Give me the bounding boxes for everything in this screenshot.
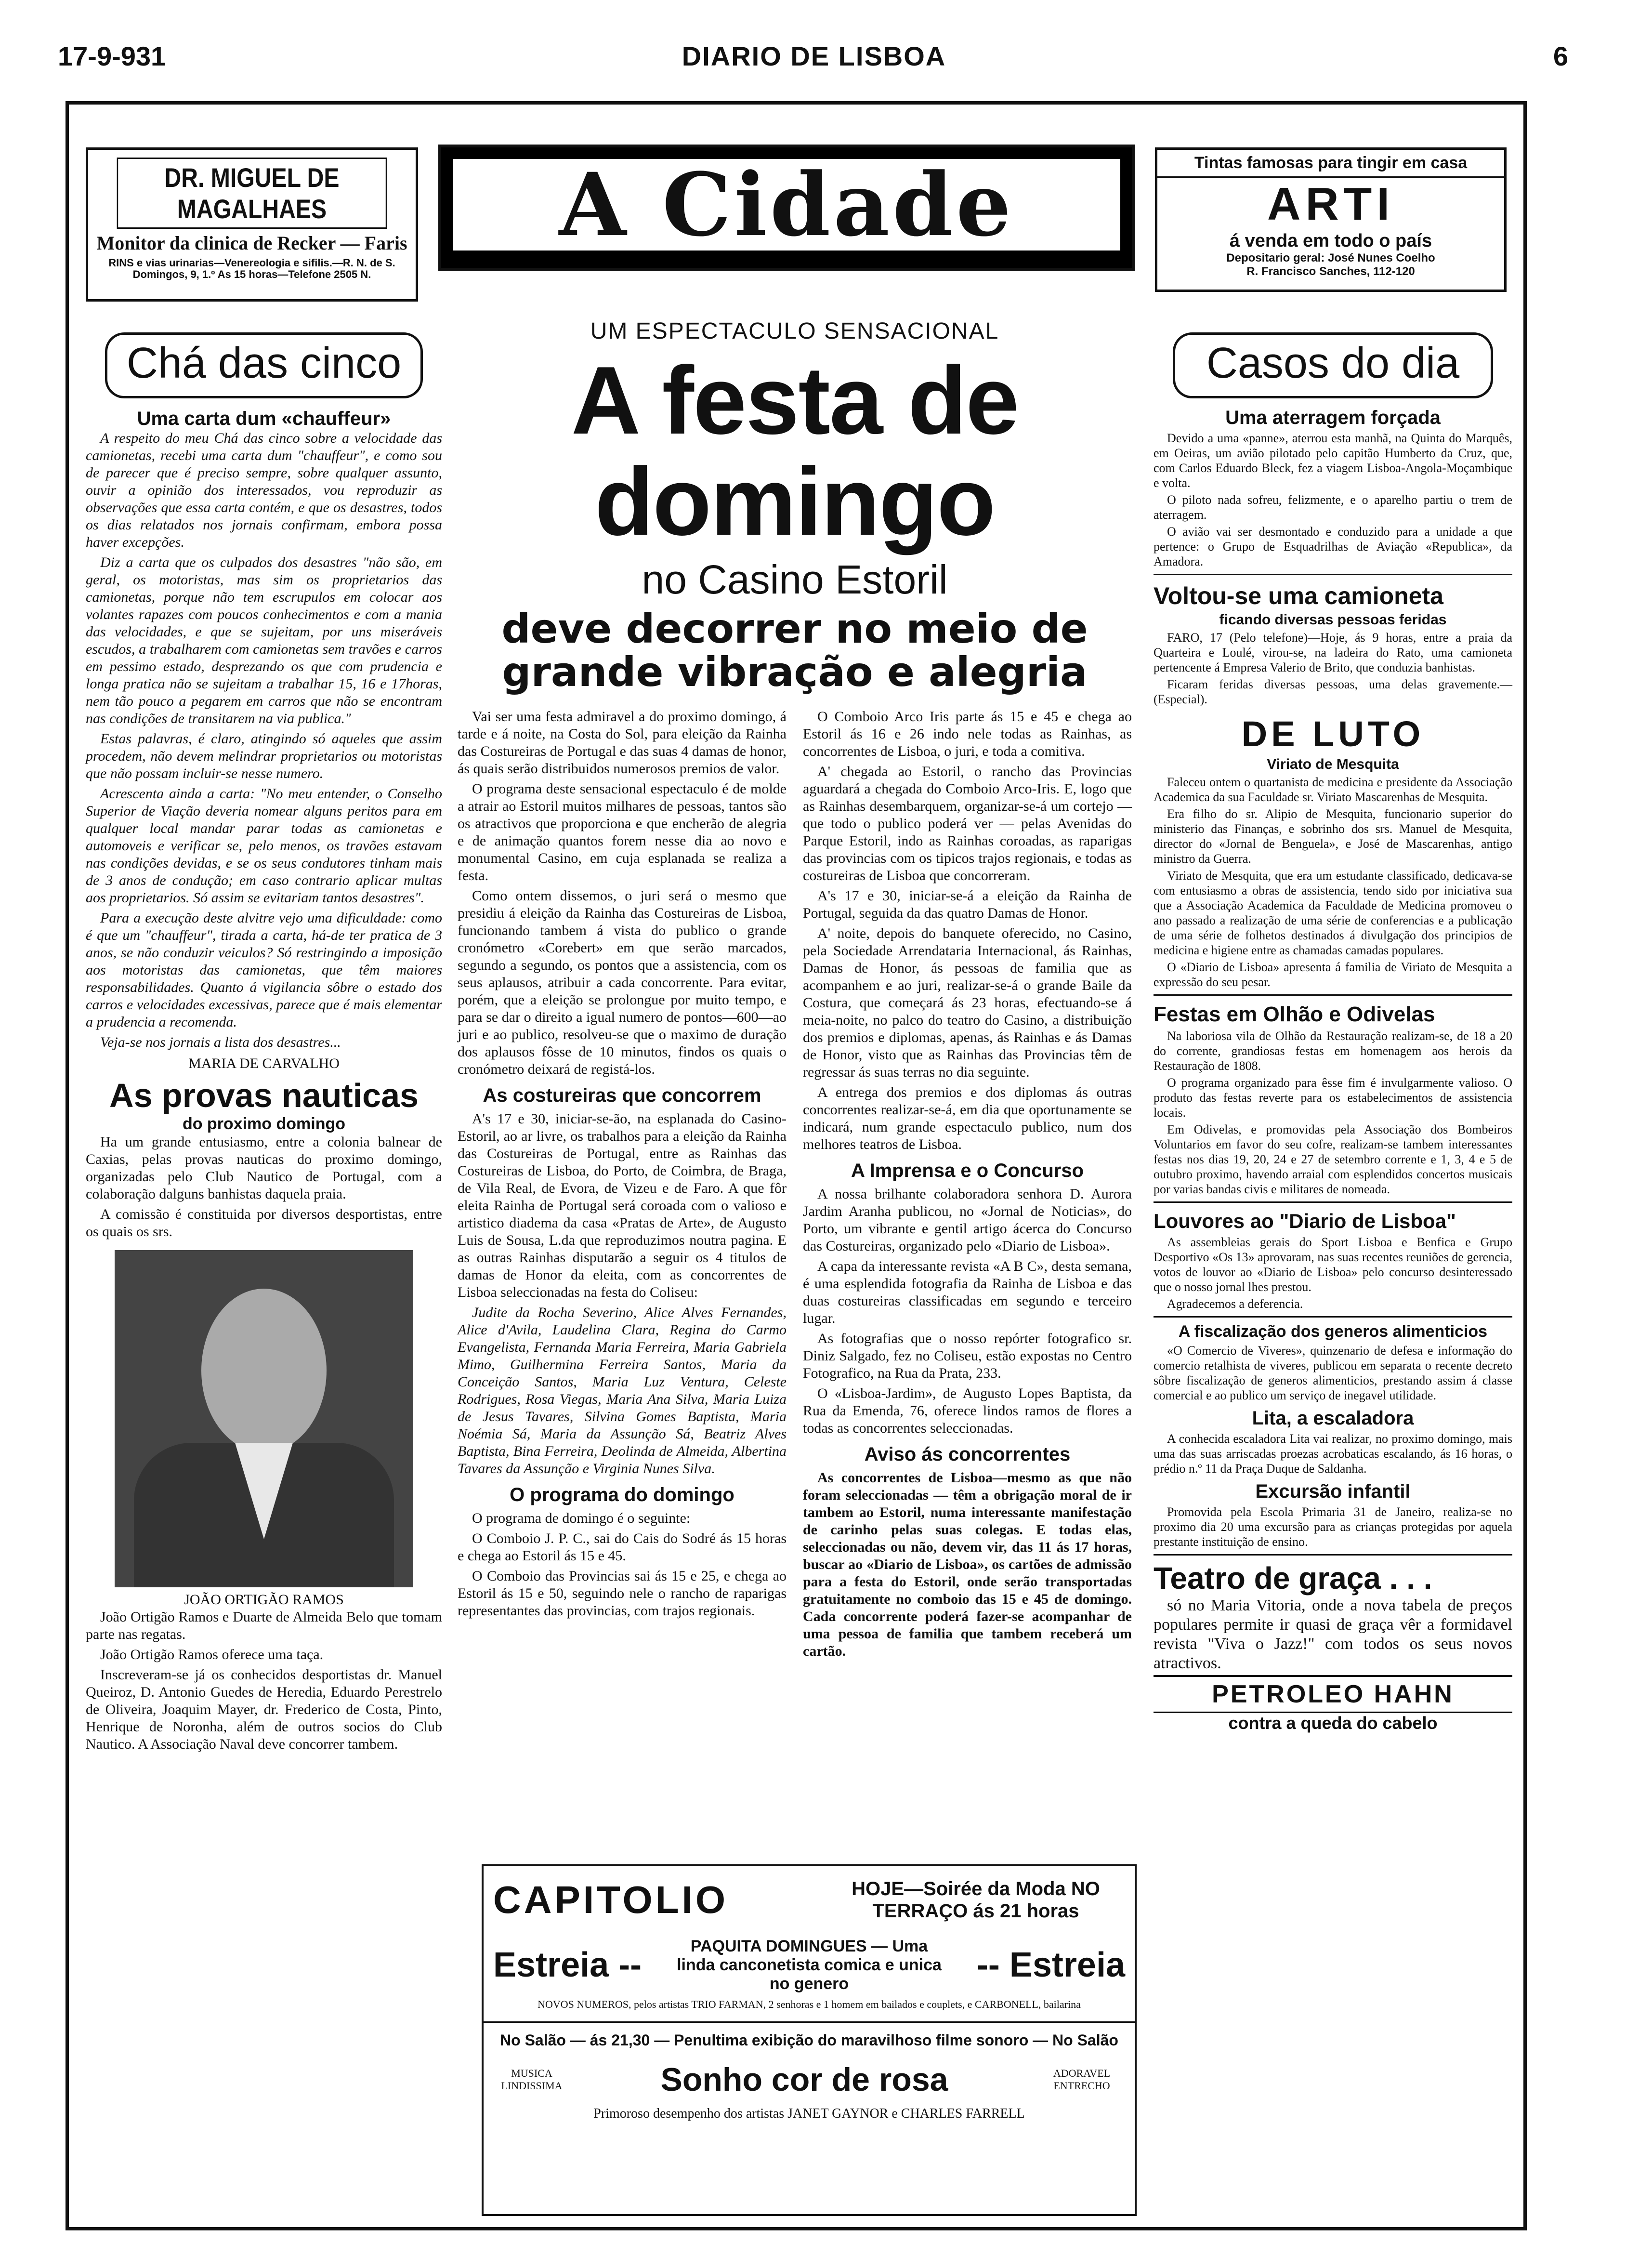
paragraph: Veja-se nos jornais a lista dos desastres... xyxy=(100,1034,341,1050)
paragraph: As concorrentes de Lisboa—mesmo as que não foram seleccionadas — têm a obrigação moral de ir tambem ao Estoril, numa interessante manifestação de carinho pelas suas colegas. E todas elas, seleccionadas ou não, devem vir, das 11 ás 17 horas, buscar ao «Diario de Lisboa», os cartões de admissão para a festa do Estoril, onde serão transportadas gratuitamente no comboio das 15 e 45 de domingo. Cada concorrente poderá fazer-se acompanhar de uma pessoa de familia que tambem receberá um cartão. xyxy=(803,1470,1132,1659)
newspaper-title: DIARIO DE LISBOA xyxy=(682,41,946,71)
paragraph: A entrega dos premios e dos diplomas ás outras concorrentes realizar-se-á, em dia que oportunamente se indicará, num grande espectaculo publico, num dos melhores teatros de Lisboa. xyxy=(803,1084,1132,1152)
ad-adoravel: ADORAVEL ENTRECHO xyxy=(1053,2067,1111,2092)
subhead-nauticas: do proximo domingo xyxy=(182,1115,346,1133)
section-head: A fiscalização dos generos alimenticios xyxy=(1178,1322,1488,1341)
section-head: O programa do domingo xyxy=(510,1484,734,1505)
paragraph: Judite da Rocha Severino, Alice Alves Fernandes, Alice d'Avila, Laudelina Clara, Regina do Carmo Evangelista, Fernanda Maria Ferreira, Maria Gabriela Mimo, Guilhermina Ferreira Santos, Maria da Conceição Santos, Maria Luz Ventura, Celeste Rodrigues, Rosa Viegas, Maria Ana Silva, Maria Luiza de Jesus Tavares, Silvina Gomes Baptista, Maria Noémia Sá, Maria da Assunção Sá, Beatriz Alves Baptista, Bina Ferreira, Deolinda de Almeida, Albertina Tavares da Assunção e Virginia Nunes Silva. xyxy=(458,1305,787,1477)
paragraph: Em Odivelas, e promovidas pela Associação dos Bombeiros Voluntarios em favor do seu cofre, realizam-se tambem interessantes festas nos dias 19, 20, 24 e 27 de setembro corrente e 1, 3, 4 e 5 de outubro proximo, havendo arraial com esplendidos concertos musicais por varias bandas civis e militares de nomeada. xyxy=(1154,1122,1512,1196)
ad-arti-line4: R. Francisco Sanches, 112-120 xyxy=(1246,265,1415,278)
headline-nauticas: As provas nauticas xyxy=(109,1077,419,1114)
section-head: Uma aterragem forçada xyxy=(1225,407,1441,428)
article-subhead: Uma carta dum «chauffeur» xyxy=(137,408,391,429)
ad-salao: No Salão — ás 21,30 — Penultima exibição do maravilhoso filme sonoro — No Salão xyxy=(500,2031,1118,2049)
section-head: Louvores ao "Diario de Lisboa" xyxy=(1154,1210,1456,1232)
paragraph: Ficaram feridas diversas pessoas, uma delas gravemente.—(Especial). xyxy=(1154,677,1512,706)
section-subhead: ficando diversas pessoas feridas xyxy=(1219,612,1447,628)
section-masthead xyxy=(438,145,1135,271)
ad-arti-line1: Tintas famosas para tingir em casa xyxy=(1157,150,1504,178)
paragraph: Para a execução deste alvitre vejo uma dificuldade: como é que um "chauffeur", tirada a carta, há-de ter pratica de 3 anos, se não conduzir veiculos? Só restringindo a imposição aos motoristas das camionetas, que têm maiores responsabilidades. Quanto á vigilancia sôbre o estado dos carros e velocidades excessivas, parece que é mais elementar a prudencia a recomenda. xyxy=(86,910,442,1030)
paragraph: Vai ser uma festa admiravel a do proximo domingo, á tarde e á noite, na Costa do Sol, para eleição da Rainha das Costureiras de Portugal e das suas 4 damas de honor, ás quais serão distribuidos numerosos premios de valor. xyxy=(458,709,787,777)
paragraph: FARO, 17 (Pelo telefone)—Hoje, ás 9 horas, entre a praia da Quarteira e Loulé, virou-se, na ladeira do Rato, uma camioneta pertencente á Empresa Valerio de Brito, que conduzia banhistas. xyxy=(1154,631,1512,674)
paragraph: A' noite, depois do banquete oferecido, no Casino, pela Sociedade Arrendataria Internacional, ás Rainhas, Damas de Honor, ás pessoas de familia que as acompanhem e ao juri, realizar-se-á o grande Baile da Costura, que começará ás 23 horas, efectuando-se á meia-noite, no palco do teatro do Casino, a distribuição dos premios e diplomas, apenas, ás Rainhas e ás Damas de Honor, visto que as Rainhas das Provincias têm de regressar ás suas terras no dia seguinte. xyxy=(803,925,1132,1080)
paragraph: O Comboio Arco Iris parte ás 15 e 45 e chega ao Estoril ás 16 e 26 indo nele todas as Rainhas, as concorrentes de Lisboa, o juri, e toda a comitiva. xyxy=(803,709,1132,759)
section-head: Festas em Olhão e Odivelas xyxy=(1154,1002,1435,1026)
paragraph: O programa deste sensacional espectaculo é de molde a atrair ao Estoril muitos milhares de pessoas, tantos são os atractivos que proporciona e que encherão de alegria e de animação quantos forem nesse dia ao novo e monumental Casino, em cuja esplanada se realiza a festa. xyxy=(458,781,787,883)
paragraph: Faleceu ontem o quartanista de medicina e presidente da Associação Academica da sua Faculdade sr. Viriato Mascarenhas de Mesquita. xyxy=(1154,775,1512,804)
paragraph: Diz a carta que os culpados dos desastres "não são, em geral, os motoristas, mas sim os proprietarios das camionetas, porque não tem escrupulos em colocar aos volantes rapazes com poucos conhecimentos e com a mania das velocidades, e que se sujeitam, por uns miseráveis escudos, a trabalharem com camionetas sem travões e carros em pessimo estado, desprezando os que com prudencia e longa pratica não se sujeitam a trabalhar 15, 16 e 17horas, nem tão pouco a pegarem em carros que não se encontram nas condições de transitarem na via publica." xyxy=(86,554,442,726)
ad-name: DR. MIGUEL DE MAGALHAES xyxy=(117,158,387,229)
paragraph: A's 17 e 30, iniciar-se-ão, na esplanada do Casino-Estoril, ao ar livre, os trabalhos para a eleição da Rainha das Costureiras de Portugal, entre as Rainhas das Costureiras de Lisboa, do Porto, de Coimbra, de Braga, de Vila Real, de Evora, de Vizeu e de Faro. A que fôr eleita Rainha de Portugal será coroada com o valioso e artistico diadema da casa «Pratas de Arte», de Augusto Luis de Sousa, L.da que reproduzimos noutra pagina. E as outras Rainhas disputarão a seguir os 4 titulos de damas de Honor da eleita, com as concorrentes de Lisboa seleccionadas na festa do Coliseu: xyxy=(458,1111,787,1300)
paragraph: João Ortigão Ramos oferece uma taça. xyxy=(100,1647,324,1662)
paragraph: Viriato de Mesquita, que era um estudante classificado, dedicava-se com entusiasmo a obras de assistencia, tendo sido por iniciativa sua que a Associação Academica da Faculdade de Medicina promoveu o ano passado a realização de uma série de conferencias e a publicação de uma série de folhetos destinados á divulgação dos principios de medicina e higiene entre as chamadas camadas populares. xyxy=(1154,869,1512,957)
ad-musica: MUSICA LINDISSIMA xyxy=(501,2067,563,2092)
paragraph: Acrescenta ainda a carta: "No meu entender, o Conselho Superior de Viação deveria nomear alguns peritos para em qualquer local mandar parar todas as camionetas e automoveis e verificar se, pelo menos, os travões estavam nas condições devidas, e se os seus condutores tinham mais de 3 anos de condução; em caso contrario aplicar multas aos proprietarios. Só assim se evitariam tantos desastres". xyxy=(86,786,442,906)
paragraph: A nossa brilhante colaboradora senhora D. Aurora Jardim Aranha publicou, no «Jornal de Noticias», do Porto, um vibrante e gentil artigo ácerca do Concurso das Costureiras, organizado pelo «Diario de Lisboa». xyxy=(803,1186,1132,1254)
issue-date: 17-9-931 xyxy=(58,41,166,71)
paragraph: «O Comercio de Viveres», quinzenario de defesa e informação do comercio retalhista de viveres, publicou em separata o recente decreto sôbre fiscalização de generos alimenticios, prestando assim á classe comercial e ao publico um serviço de inegavel utilidade. xyxy=(1154,1344,1512,1402)
ad-desempenho: Primoroso desempenho dos artistas JANET GAYNOR e CHARLES FARRELL xyxy=(593,2106,1025,2121)
ad-soiree: HOJE—Soirée da Moda NO TERRAÇO ás 21 horas xyxy=(852,1878,1100,1922)
paragraph: As assembleias gerais do Sport Lisboa e Benfica e Grupo Desportivo «Os 13» aprovaram, nas suas recentes reuniões de gerencia, votos de louvor ao «Diario de Lisboa» pelo concurso desinteressado que o nosso jornal lhes prestou. xyxy=(1154,1235,1512,1294)
paragraph: Estas palavras, é claro, atingindo só aqueles que assim procedem, não devem melindrar proprietarios ou motoristas que não possam incluir-se nesse numero. xyxy=(86,731,442,781)
signature: MARIA DE CARVALHO xyxy=(188,1055,340,1071)
ad-dr-magalhaes xyxy=(86,147,418,302)
ad-hahn-sub: contra a queda do cabelo xyxy=(1228,1713,1438,1733)
paragraph: A conhecida escaladora Lita vai realizar, no proximo domingo, mais uma das suas arriscadas proezas acrobaticas escalando, ás 16 horas, o prédio n.º 11 da Praça Duque de Saldanha. xyxy=(1154,1432,1512,1476)
paragraph: Ha um grande entusiasmo, entre a colonia balnear de Caxias, pelas provas nauticas do proximo domingo, organizadas pelo Club Nautico de Portugal, com a colaboração dalguns banhistas daquela praia. xyxy=(86,1134,442,1202)
paragraph: Promovida pela Escola Primaria 31 de Janeiro, realiza-se no proximo dia 20 uma excursão para as crianças protegidas por aquela prestante instituição de ensino. xyxy=(1154,1505,1512,1549)
paragraph: O Comboio J. P. C., sai do Cais do Sodré ás 15 horas e chega ao Estoril ás 15 e 45. xyxy=(458,1530,787,1564)
story-headline: A festa de domingo xyxy=(571,347,1019,555)
portrait-photo xyxy=(115,1250,413,1587)
section-head: Voltou-se uma camioneta xyxy=(1154,582,1443,609)
paragraph: A capa da interessante revista «A B C», desta semana, é uma esplendida fotografia da Rainha de Lisboa e das duas costureiras classificadas em segundo e terceiro lugar. xyxy=(803,1258,1132,1326)
ad-details: RINS e vias urinarias—Venereologia e sifilis.—R. N. de S. Domingos, 9, 1.º As 15 horas—Telefone 2505 N. xyxy=(108,257,395,280)
section-subhead: Viriato de Mesquita xyxy=(1267,756,1399,772)
ad-arti xyxy=(1155,147,1507,292)
paragraph: Como ontem dissemos, o juri será o mesmo que presidiu á eleição da Rainha das Costureiras de Lisboa, funcionando tambem á vista do publico o grande cronómetro «Corebert» em que serão marcados, segundo a segundo, os pontos que a assistencia, com os seus aplausos, atribuir a cada concorrente. Para evitar, porém, que a eleição se prolongue por muito tempo, e para se dar o direito a igual numero de pontos—600—ao juri e ao publico, resolveu-se que o maximo de duração dos aplausos fôsse de 10 minutos, findos os quais o cronómetro deixará de registá-los. xyxy=(458,888,787,1077)
section-head: As costureiras que concorrem xyxy=(483,1085,761,1106)
page-number: 6 xyxy=(1553,41,1568,71)
paragraph: O «Lisboa-Jardim», de Augusto Lopes Baptista, da Rua da Emenda, 76, oferece lindos ramos de flores a todas as concorrentes seleccionadas. xyxy=(803,1385,1132,1436)
ad-sonho: Sonho cor de rosa xyxy=(660,2061,948,2098)
paragraph: Era filho do sr. Alipio de Mesquita, funcionario superior do ministerio das Finanças, e sobrinho dos srs. Manuel de Mesquita, director do «Jornal de Benguela», e José de Mascarenhas, antigo ministro da Guerra. xyxy=(1154,807,1512,866)
paragraph: A' chegada ao Estoril, o rancho das Provincias aguardará a chegada do Comboio Arco-Iris. E, logo que as Rainhas desembarquem, organizar-se-á um cortejo — que todo o publico poderá ver — pelas Avenidas do Parque Estoril, indo as Rainhas coroadas, as raparigas das provincias com os tipicos trajos regionais, e todas as costureiras de Lisboa que concorreram. xyxy=(803,764,1132,883)
ad-hahn: PETROLEO HAHN xyxy=(1154,1675,1512,1713)
column-left xyxy=(86,332,442,1756)
paragraph: O «Diario de Lisboa» apresenta á familia de Viriato de Mesquita a expressão do seu pesar. xyxy=(1154,960,1512,989)
ad-arti-line3: Depositario geral: José Nunes Coelho xyxy=(1226,251,1435,264)
paragraph: João Ortigão Ramos e Duarte de Almeida Belo que tomam parte nas regatas. xyxy=(86,1609,442,1642)
paragraph: Agradecemos a deferencia. xyxy=(1167,1297,1303,1311)
paragraph: A comissão é constituida por diversos desportistas, entre os quais os srs. xyxy=(86,1206,442,1239)
paragraph: Inscreveram-se já os conhecidos desportistas dr. Manuel Queiroz, D. Antonio Guedes de Heredia, Eduardo Perestrelo de Oliveira, Joaquim Mayer, dr. Frederico de Costa, Pinto, Henrique de Noronha, além de outros socios do Club Nautico. A Associação Naval deve concorrer tambem. xyxy=(86,1667,442,1752)
paragraph: Na laboriosa vila de Olhão da Restauração realizam-se, de 18 a 20 do corrente, grandiosas festas em homenagem aos herois da Restauração de 1808. xyxy=(1154,1029,1512,1073)
ad-capitolio-name: CAPITOLIO xyxy=(493,1878,729,1921)
ad-estreia-left: Estreia -- xyxy=(493,1946,642,1984)
story-deck: deve decorrer no meio de grande vibração e alegria xyxy=(501,605,1088,696)
column-head-cha: Chá das cinco xyxy=(105,332,423,398)
paragraph: O programa de domingo é o seguinte: xyxy=(472,1510,691,1526)
ad-numeros: NOVOS NUMEROS, pelos artistas TRIO FARMAN, 2 senhoras e 1 homem em bailados e couplets, e CARBONELL, bailarina xyxy=(538,1998,1081,2010)
paragraph: O Comboio das Provincias sai ás 15 e 25, e chega ao Estoril ás 15 e 50, seguindo nele o rancho de raparigas representantes das provincias, com trajos regionais. xyxy=(458,1568,787,1619)
section-head: DE LUTO xyxy=(1241,714,1425,754)
paragraph: O programa organizado para êsse fim é invulgarmente valioso. O produto das festas reverte para os estabelecimentos de assistencia locais. xyxy=(1154,1076,1512,1120)
section-head: A Imprensa e o Concurso xyxy=(851,1160,1084,1181)
photo-caption: JOÃO ORTIGÃO RAMOS xyxy=(184,1592,344,1608)
paragraph: As fotografias que o nosso repórter fotografico sr. Diniz Salgado, fez no Coliseu, estão expostas no Centro Fotografico, na Rua da Prata, 233. xyxy=(803,1331,1132,1381)
story-kicker: UM ESPECTACULO SENSACIONAL xyxy=(590,318,999,344)
paragraph: Devido a uma «panne», aterrou esta manhã, na Quinta do Marquês, em Oeiras, um avião pilotado pelo capitão Humberto da Cruz, que, com Carlos Eduardo Bleck, fez a viagem Lisboa-Angola-Moçambique e volta. xyxy=(1154,431,1512,490)
ad-paquita: PAQUITA DOMINGUES — Uma linda canconetista comica e unica no genero xyxy=(677,1937,942,1993)
section-head: Aviso ás concorrentes xyxy=(864,1444,1071,1465)
paragraph: O avião vai ser desmontado e conduzido para a unidade a que pertence: o Grupo de Esquadrilhas de Aviação «Republica», da Amadora. xyxy=(1154,525,1512,568)
ad-capitolio xyxy=(482,1864,1137,2216)
paragraph: A respeito do meu Chá das cinco sobre a velocidade das camionetas, recebi uma carta dum "chauffeur", e como sou de parecer que é preciso sempre, sobre qualquer assunto, ouvir a opinião dos interessados, vou reproduzir as observações que essa carta contém, e que os desastres, todos os dias relatados nos jornais confirmam, embora possa haver excepções. xyxy=(86,430,442,550)
ad-estreia-right: -- Estreia xyxy=(976,1946,1125,1984)
column-right xyxy=(1154,332,1512,1733)
section-head: Lita, a escaladora xyxy=(1252,1408,1414,1429)
story-subheadline: no Casino Estoril xyxy=(642,557,948,602)
column-head-casos: Casos do dia xyxy=(1173,332,1493,398)
ad-arti-logo: ARTI xyxy=(1267,178,1394,230)
ad-arti-line2: á venda em todo o país xyxy=(1229,231,1432,251)
section-head: Teatro de graça . . . xyxy=(1154,1561,1432,1596)
paragraph: O piloto nada sofreu, felizmente, e o aparelho partiu o trem de aterragem. xyxy=(1154,493,1512,522)
ad-subtitle: Monitor da clinica de Recker — Faris xyxy=(96,232,407,254)
masthead-title: A Cidade xyxy=(453,159,1120,251)
paragraph: só no Maria Vitoria, onde a nova tabela de preços populares permite ir quasi de graça vêr a formidavel revista "Viva o Jazz!" com todos os seus novos atractivos. xyxy=(1154,1596,1512,1672)
section-head: Excursão infantil xyxy=(1255,1481,1411,1502)
paragraph: A's 17 e 30, iniciar-se-á a eleição da Rainha de Portugal, seguida da das quatro Damas de Honor. xyxy=(803,888,1132,921)
